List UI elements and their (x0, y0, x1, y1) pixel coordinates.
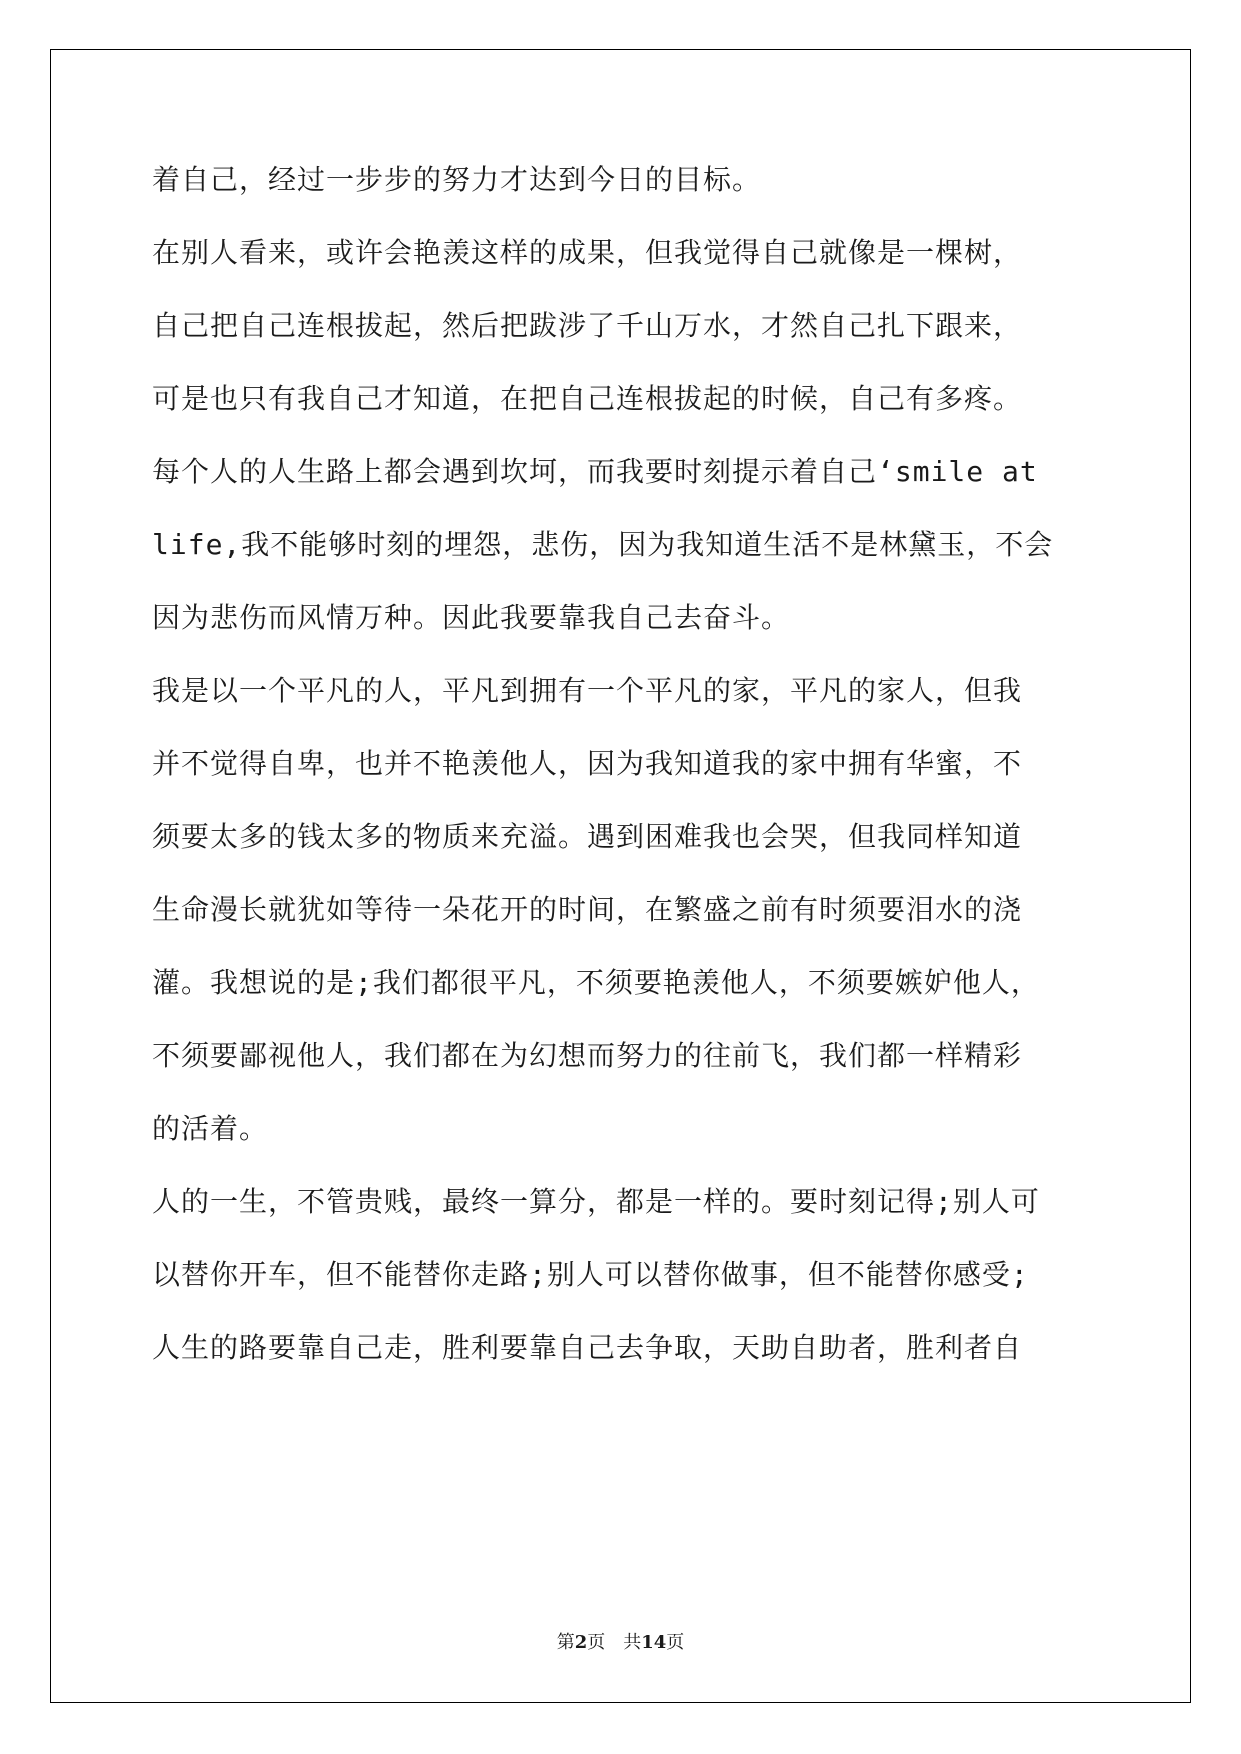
page-current: 2 (574, 1632, 588, 1653)
text-line: 须要太多的钱太多的物质来充溢。遇到困难我也会哭，但我同样知道 (152, 820, 1023, 853)
text-line: 的活着。 (152, 1112, 269, 1145)
page-total: 14 (641, 1632, 667, 1653)
page-prefix: 第 (556, 1632, 575, 1653)
text-line: life,我不能够时刻的埋怨，悲伤，因为我知道生活不是林黛玉，不会 (152, 528, 1054, 561)
text-line: 自己把自己连根拔起，然后把跋涉了千山万水，才然自己扎下跟来， (152, 309, 1023, 342)
page-border (50, 49, 1191, 1703)
page-unit: 页 (587, 1632, 606, 1653)
text-line: 每个人的人生路上都会遇到坎坷，而我要时刻提示着自己‘smile at (152, 455, 1038, 488)
text-line: 灌。我想说的是;我们都很平凡，不须要艳羡他人，不须要嫉妒他人， (152, 966, 1040, 999)
text-line: 因为悲伤而风情万种。因此我要靠我自己去奋斗。 (152, 601, 791, 634)
text-line: 在别人看来，或许会艳羡这样的成果，但我觉得自己就像是一棵树， (152, 236, 1023, 269)
text-line: 并不觉得自卑，也并不艳羡他人，因为我知道我的家中拥有华蜜，不 (152, 747, 1023, 780)
total-prefix: 共 (623, 1632, 642, 1653)
text-line: 可是也只有我自己才知道，在把自己连根拔起的时候，自己有多疼。 (152, 382, 1023, 415)
page-footer (0, 1628, 1241, 1654)
text-line: 不须要鄙视他人，我们都在为幻想而努力的往前飞，我们都一样精彩 (152, 1039, 1023, 1072)
text-line: 生命漫长就犹如等待一朵花开的时间，在繁盛之前有时须要泪水的浇 (152, 893, 1023, 926)
text-line: 人的一生，不管贵贱，最终一算分，都是一样的。要时刻记得;别人可 (152, 1185, 1040, 1218)
text-line: 我是以一个平凡的人，平凡到拥有一个平凡的家，平凡的家人，但我 (152, 674, 1023, 707)
text-line: 人生的路要靠自己走，胜利要靠自己去争取，天助自助者，胜利者自 (152, 1331, 1023, 1364)
total-unit: 页 (666, 1632, 685, 1653)
text-line: 以替你开车，但不能替你走路;别人可以替你做事，但不能替你感受; (152, 1258, 1029, 1291)
text-line: 着自己，经过一步步的努力才达到今日的目标。 (152, 163, 762, 196)
